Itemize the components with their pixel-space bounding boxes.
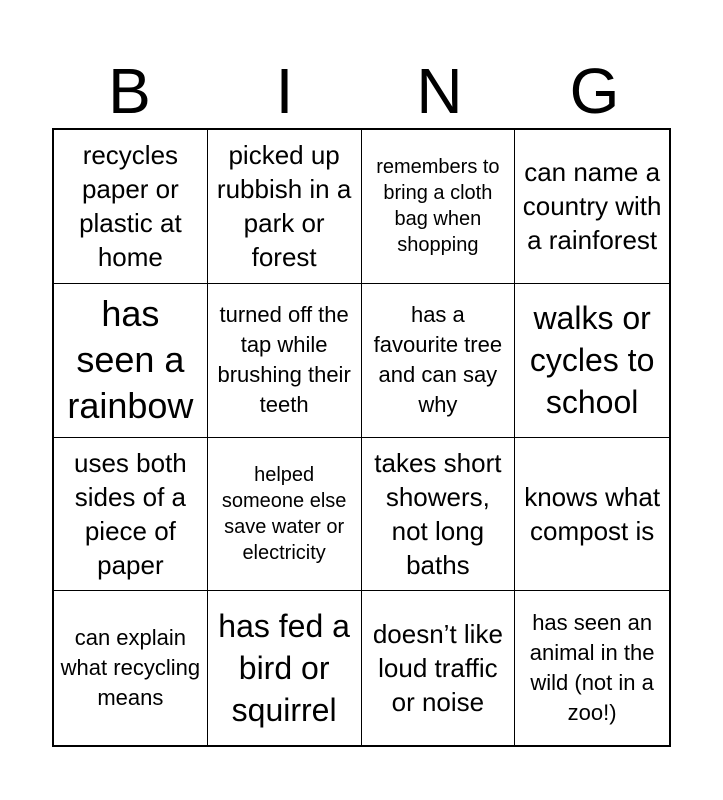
bingo-cell-text: helped someone else save water or electricity <box>221 463 347 564</box>
bingo-cell-text: turned off the tap while brushing their teeth <box>217 302 351 418</box>
bingo-cell-text: remembers to bring a cloth bag when shopping <box>376 156 500 257</box>
bingo-cell[interactable] <box>54 284 208 438</box>
bingo-cell-text: doesn’t like loud traffic or noise <box>372 619 503 718</box>
bingo-cell[interactable] <box>515 591 669 745</box>
bingo-cell[interactable] <box>54 438 208 592</box>
header-letter-g: G <box>569 55 620 127</box>
bingo-cell-text: picked up rubbish in a park or forest <box>216 140 352 273</box>
bingo-cell-text: has seen a rainbow <box>67 293 194 427</box>
bingo-cell[interactable] <box>515 438 669 592</box>
bingo-cell-text: takes short showers, not long baths <box>374 447 502 580</box>
bingo-cell-text: knows what compost is <box>524 481 661 546</box>
bingo-grid <box>52 128 671 747</box>
bingo-cell-text: has seen an animal in the wild (not in a zoo!) <box>529 610 655 726</box>
header-letter-i: I <box>275 55 294 127</box>
bingo-cell[interactable] <box>54 130 208 284</box>
bingo-cell-text: recycles paper or plastic at home <box>79 140 182 273</box>
bingo-cell-text: walks or cycles to school <box>529 300 655 421</box>
bingo-cell[interactable] <box>362 130 516 284</box>
bingo-cell[interactable] <box>515 284 669 438</box>
bingo-cell[interactable] <box>54 591 208 745</box>
bingo-header <box>52 56 671 126</box>
bingo-cell-text: has a favourite tree and can say why <box>373 302 503 418</box>
bingo-cell[interactable] <box>515 130 669 284</box>
bingo-cell-text: uses both sides of a piece of paper <box>74 447 187 580</box>
bingo-cell[interactable] <box>208 284 362 438</box>
bingo-cell-text: has fed a bird or squirrel <box>218 608 350 729</box>
bingo-cell[interactable] <box>362 284 516 438</box>
bingo-cell[interactable] <box>362 591 516 745</box>
bingo-cell-text: can name a country with a rainforest <box>522 157 662 256</box>
bingo-cell[interactable] <box>208 438 362 592</box>
header-letter-b: B <box>108 55 151 127</box>
bingo-cell[interactable] <box>208 591 362 745</box>
bingo-cell[interactable] <box>208 130 362 284</box>
header-letter-n: N <box>416 55 463 127</box>
bingo-cell[interactable] <box>362 438 516 592</box>
bingo-cell-text: can explain what recycling means <box>60 625 201 711</box>
